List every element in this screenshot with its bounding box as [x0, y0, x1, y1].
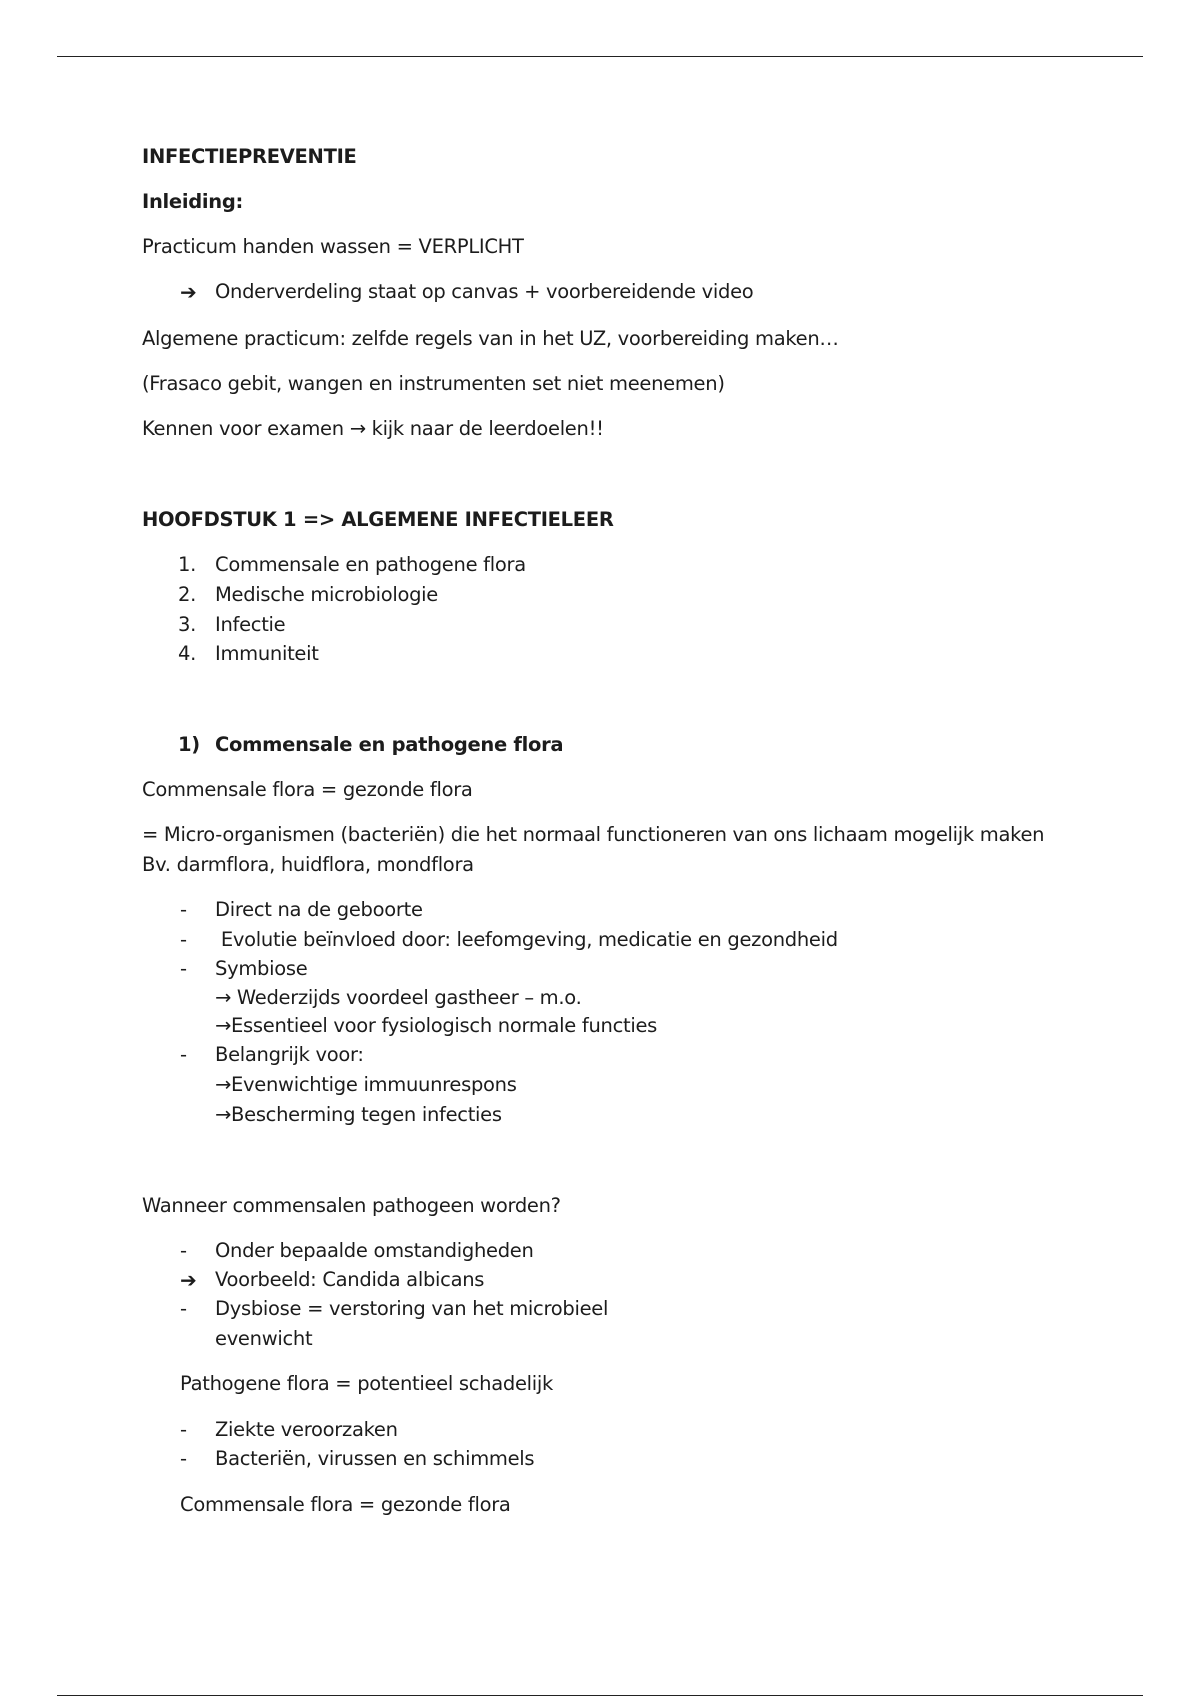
list-item: Immuniteit	[215, 642, 319, 665]
list-subitem: →Evenwichtige immuunrespons	[215, 1073, 517, 1096]
header-rule	[57, 56, 1143, 57]
section-number: 1)	[178, 733, 200, 756]
intro-line-kennen: Kennen voor examen → kijk naar de leerdoelen!!	[142, 417, 604, 440]
list-number: 3.	[178, 613, 197, 636]
question-line: Wanneer commensalen pathogeen worden?	[142, 1194, 561, 1217]
dash-bullet: -	[180, 898, 187, 921]
dash-bullet: -	[180, 928, 187, 951]
list-item: Belangrijk voor:	[215, 1043, 364, 1066]
definition-commensale: Commensale flora = gezonde flora	[142, 778, 473, 801]
list-item: Dysbiose = verstoring van het microbieel	[215, 1297, 609, 1320]
chapter-heading: HOOFDSTUK 1 => ALGEMENE INFECTIELEER	[142, 508, 614, 531]
dash-bullet: -	[180, 1297, 187, 1320]
dash-bullet: -	[180, 1239, 187, 1262]
dash-bullet: -	[180, 1447, 187, 1470]
list-item: Symbiose	[215, 957, 308, 980]
document-title: INFECTIEPREVENTIE	[142, 145, 357, 168]
list-subitem: → Wederzijds voordeel gastheer – m.o.	[215, 986, 582, 1009]
arrow-bullet-icon: ➔	[180, 280, 197, 304]
dash-bullet: -	[180, 1418, 187, 1441]
list-item-continuation: evenwicht	[215, 1327, 313, 1350]
closing-definition: Commensale flora = gezonde flora	[180, 1493, 511, 1516]
list-subitem: →Essentieel voor fysiologisch normale functies	[215, 1014, 658, 1037]
intro-arrow-text: Onderverdeling staat op canvas + voorbereidende video	[215, 280, 754, 303]
list-item: Evolutie beïnvloed door: leefomgeving, medicatie en gezondheid	[215, 928, 838, 951]
list-item: Infectie	[215, 613, 286, 636]
intro-line-frasaco: (Frasaco gebit, wangen en instrumenten set niet meenemen)	[142, 372, 725, 395]
list-number: 4.	[178, 642, 197, 665]
definition-pathogene: Pathogene flora = potentieel schadelijk	[180, 1372, 554, 1395]
intro-line-practicum: Practicum handen wassen = VERPLICHT	[142, 235, 524, 258]
intro-line-algemene: Algemene practicum: zelfde regels van in het UZ, voorbereiding maken…	[142, 327, 839, 350]
list-item: Commensale en pathogene flora	[215, 553, 526, 576]
list-item: Ziekte veroorzaken	[215, 1418, 398, 1441]
list-item: Voorbeeld: Candida albicans	[215, 1268, 485, 1291]
list-item: Medische microbiologie	[215, 583, 438, 606]
arrow-bullet-icon: ➔	[180, 1268, 197, 1292]
definition-micro-organismen: = Micro-organismen (bacteriën) die het normaal functioneren van ons lichaam mogelijk maken	[142, 823, 1045, 846]
list-item: Bacteriën, virussen en schimmels	[215, 1447, 535, 1470]
list-subitem: →Bescherming tegen infecties	[215, 1103, 502, 1126]
intro-heading: Inleiding:	[142, 190, 244, 213]
dash-bullet: -	[180, 957, 187, 980]
definition-examples: Bv. darmflora, huidflora, mondflora	[142, 853, 474, 876]
list-number: 1.	[178, 553, 197, 576]
list-item: Direct na de geboorte	[215, 898, 423, 921]
list-item: Onder bepaalde omstandigheden	[215, 1239, 534, 1262]
list-number: 2.	[178, 583, 197, 606]
section-heading: Commensale en pathogene flora	[215, 733, 564, 756]
footer-rule	[57, 1695, 1143, 1696]
dash-bullet: -	[180, 1043, 187, 1066]
